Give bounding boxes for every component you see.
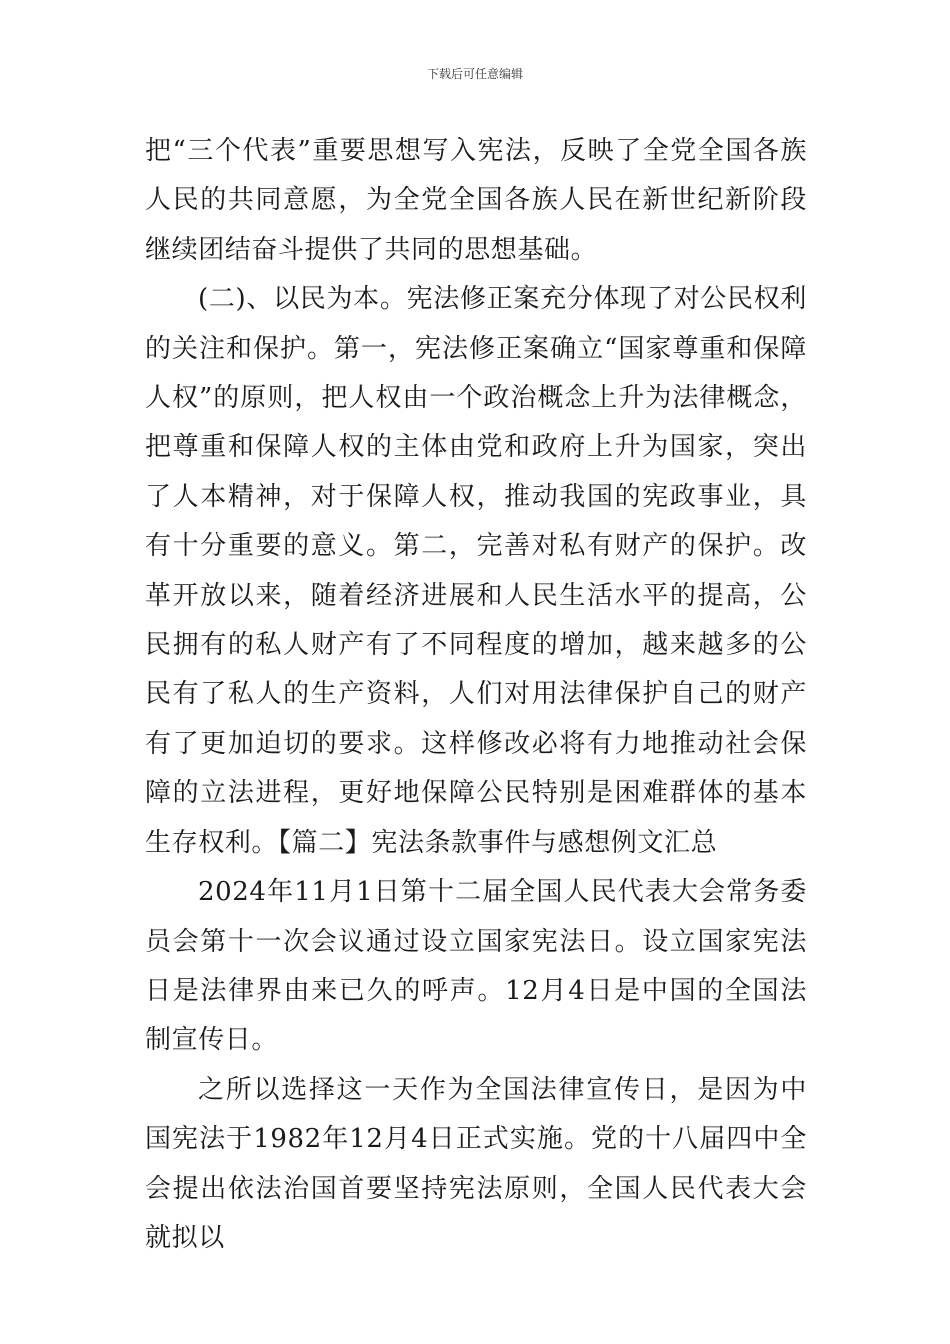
paragraph-3: 2024年11月1日第十二届全国人民代表大会常务委员会第十一次会议通过设立国家宪法日。设立国家宪法日是法律界由来已久的呼声。12月4日是中国的全国法制宣传日。 xyxy=(145,877,807,1056)
paragraph-4: 之所以选择这一天作为全国法律宣传日，是因为中国宪法于1982年12月4日正式实施。党的十八届四中全会提出依法治国首要坚持宪法原则，全国人民代表大会就拟以 xyxy=(145,1074,807,1253)
document-body xyxy=(145,127,807,1263)
paragraph-1: 把“三个代表”重要思想写入宪法，反映了全党全国各族人民的共同意愿，为全党全国各族人民在新世纪新阶段继续团结奋斗提供了共同的思想基础。 xyxy=(145,136,807,265)
page-header: 下载后可任意编辑 xyxy=(426,67,523,81)
paragraph-2: (二)、以民为本。宪法修正案充分体现了对公民权利的关注和保护。第一，宪法修正案确立“国家尊重和保障人权”的原则，把人权由一个政治概念上升为法律概念，把尊重和保障人权的主体由党和政府上升为国家，突出了人本精神，对于保障人权，推动我国的宪政事业，具有十分重要的意义。第二，完善对私有财产的保护。改革开放以来，随着经济进展和人民生活水平的提高，公民拥有的私人财产有了不同程度的增加，越来越多的公民有了私人的生产资料，人们对用法律保护自己的财产有了更加迫切的要求。这样修改必将有力地推动社会保障的立法进程，更好地保障公民特别是困难群体的基本生存权利。【篇二】宪法条款事件与感想例文汇总 xyxy=(145,284,807,858)
